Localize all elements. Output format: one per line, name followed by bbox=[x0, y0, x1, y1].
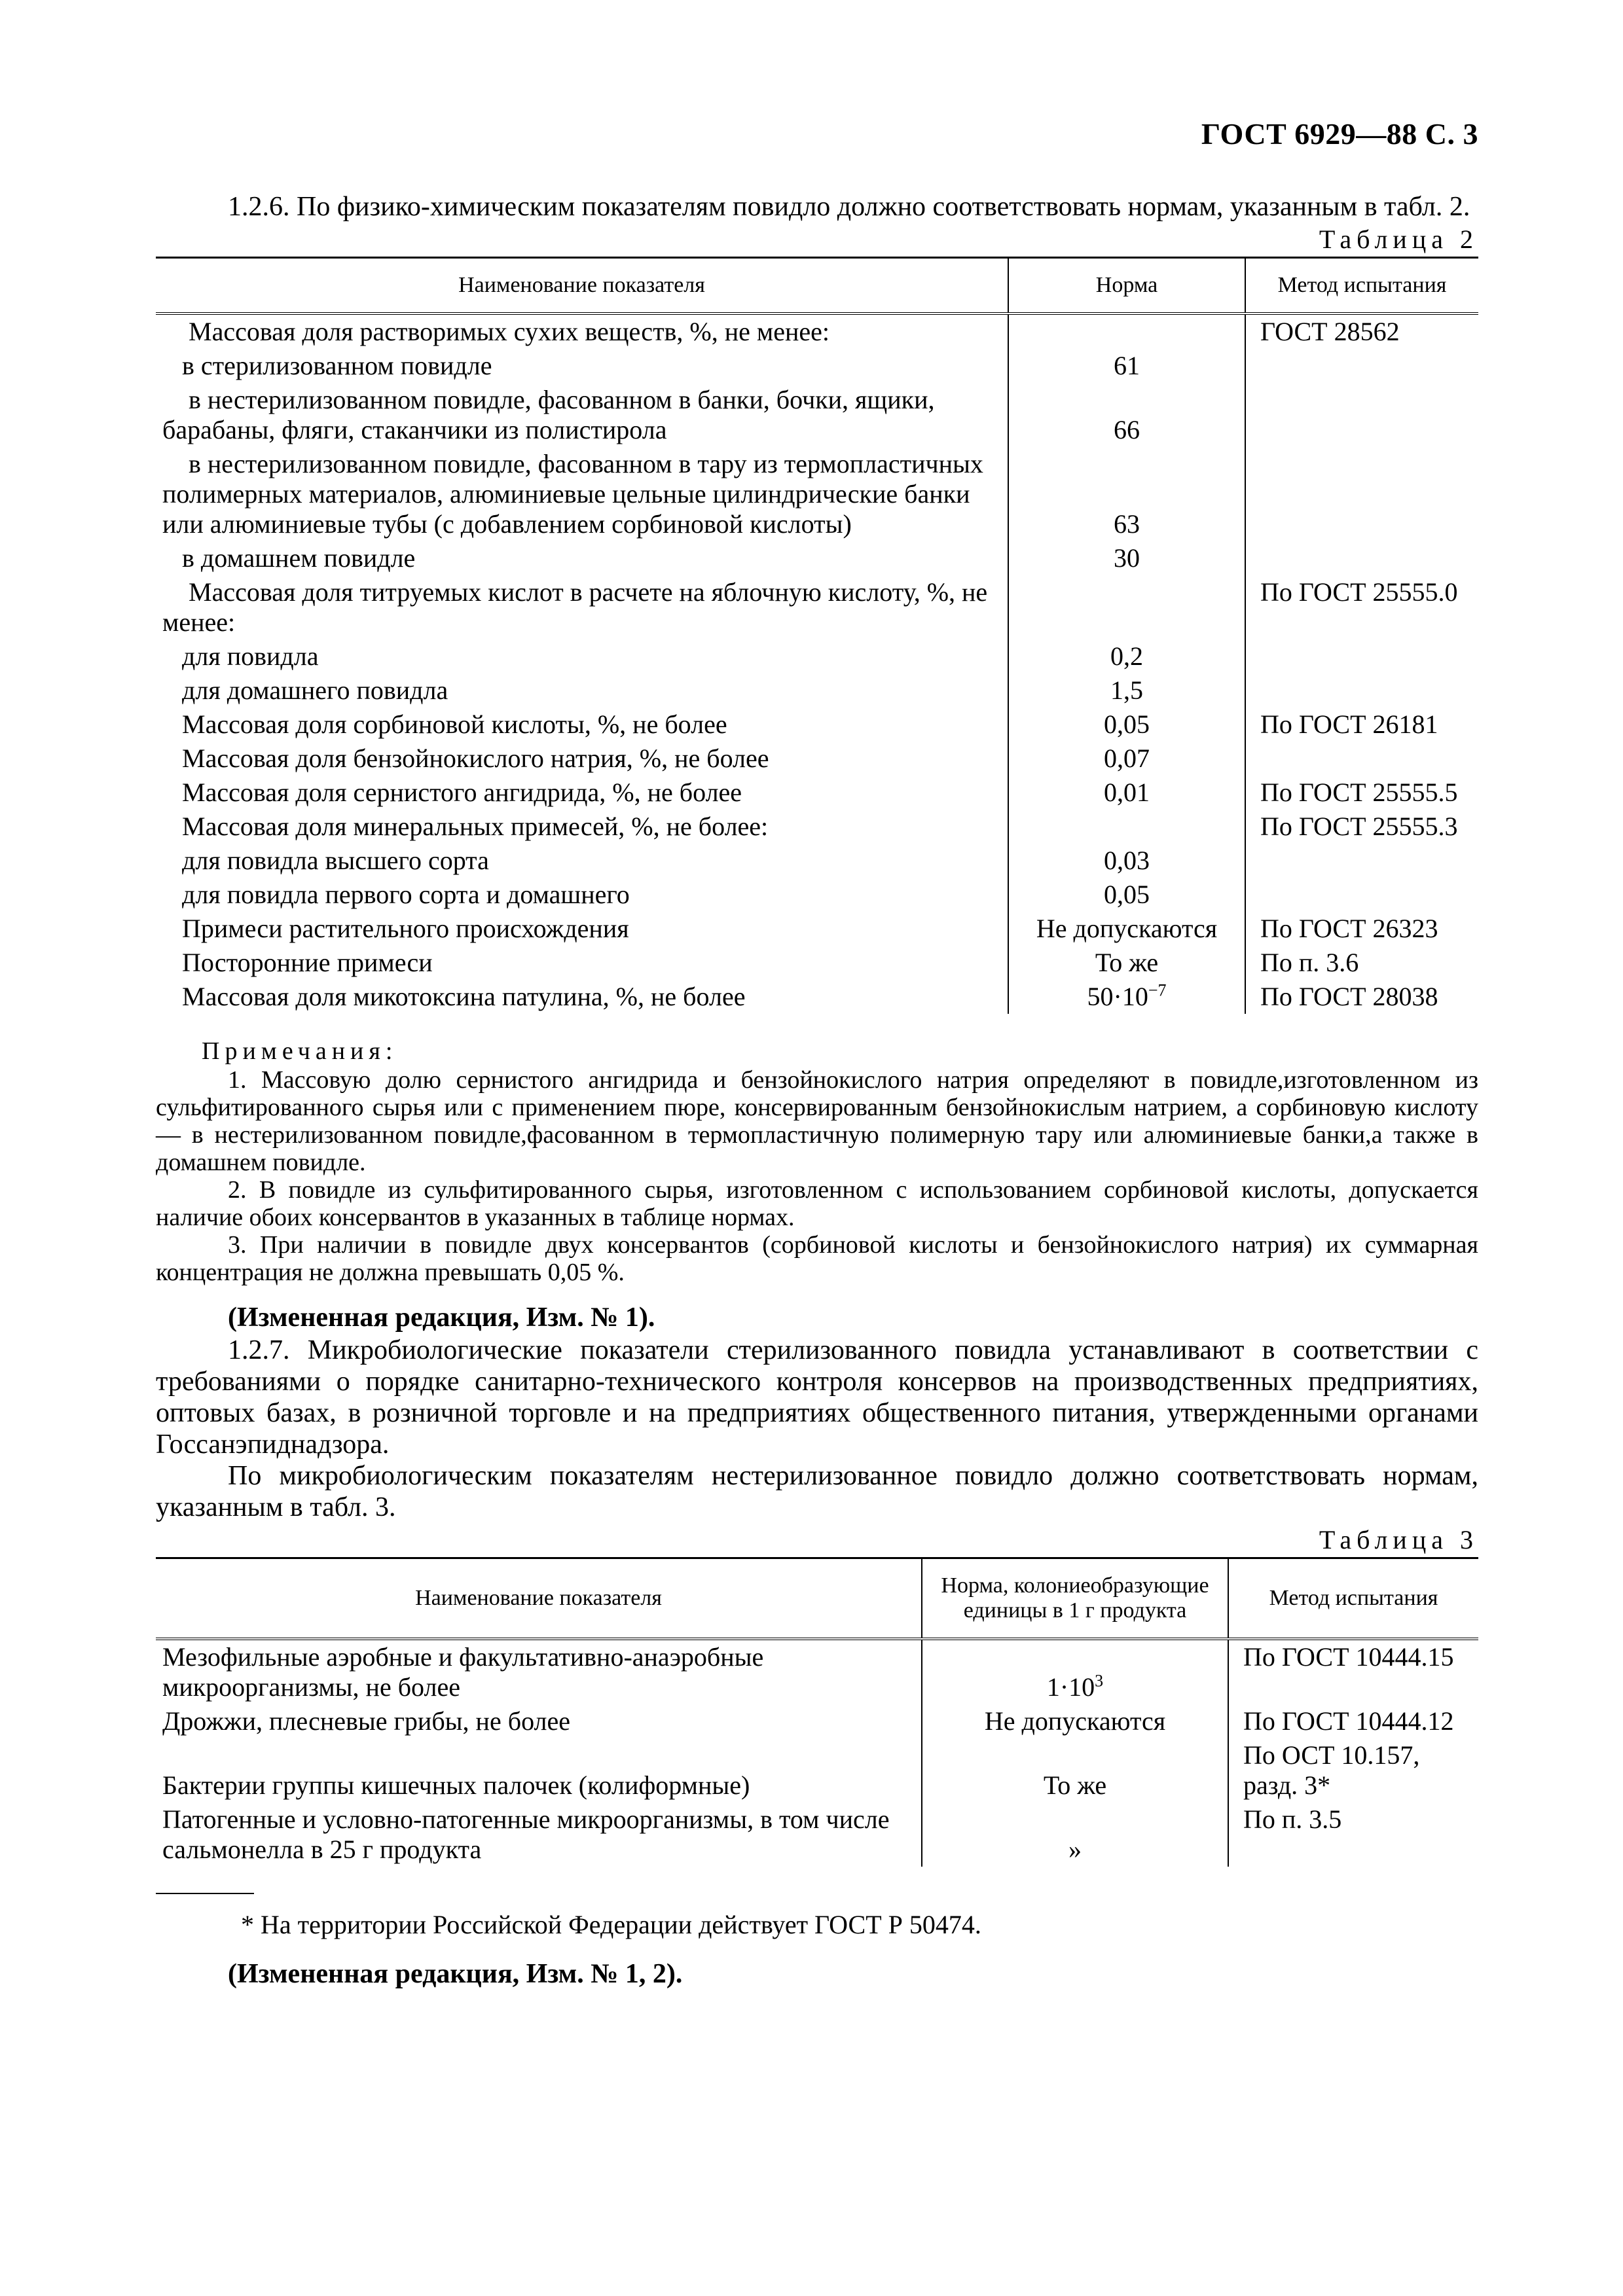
paragraph-1-2-7-b: По микробиологическим показателям нестерилизованное повидло должно соответствовать нормам, указанным в табл. 3. bbox=[156, 1461, 1478, 1522]
indicator-name: Массовая доля бензойнокислого натрия, %, не более bbox=[156, 742, 1008, 776]
table-3 bbox=[156, 1557, 1478, 1867]
indicator-name: для повидла bbox=[156, 639, 1008, 673]
table-row bbox=[156, 575, 1478, 639]
test-method: По ГОСТ 10444.15 bbox=[1243, 1642, 1454, 1672]
norm-exponent: 3 bbox=[1095, 1671, 1104, 1691]
norm-value: 66 bbox=[1008, 383, 1245, 447]
norm-value: То же bbox=[1008, 946, 1245, 980]
table-row bbox=[156, 912, 1478, 946]
table-3-body bbox=[156, 1639, 1478, 1867]
indicator-name: Массовая доля титруемых кислот в расчете на яблочную кислоту, %, не менее: bbox=[156, 575, 1008, 639]
norm-value: $1\cdot 10^3$ bbox=[922, 1639, 1228, 1704]
norm-value: Не допускаются bbox=[922, 1704, 1228, 1738]
norm-value: 63 bbox=[1008, 447, 1245, 541]
table-2-caption: Таблица 2 bbox=[1319, 224, 1478, 254]
test-method: По ОСТ 10.157, разд. 3* bbox=[1243, 1740, 1420, 1800]
note-item: 3. При наличии в повидле двух консервантов (сорбиновой кислоты и бензойнокислого натрия) их суммарная концентрация не должна превышать 0,05 %. bbox=[156, 1231, 1478, 1286]
amendment-note-2: (Измененная редакция, Изм. № 1, 2). bbox=[228, 1959, 683, 1989]
norm-value bbox=[1008, 810, 1245, 844]
norm-value: Не допускаются bbox=[1008, 912, 1245, 946]
column-header-name: Наименование показателя bbox=[156, 258, 1008, 314]
footnote: * На территории Российской Федерации действует ГОСТ Р 50474. bbox=[241, 1910, 981, 1939]
test-method: По ГОСТ 25555.3 bbox=[1260, 812, 1458, 841]
table-row bbox=[156, 946, 1478, 980]
indicator-name: Мезофильные аэробные и факультативно-анаэробные микроорганизмы, не более bbox=[156, 1639, 922, 1704]
table-row bbox=[156, 980, 1478, 1014]
paragraph-1-2-6: 1.2.6. По физико-химическим показателям повидло должно соответствовать нормам, указанным в табл. 2. bbox=[228, 192, 1470, 222]
norm-value: » bbox=[922, 1803, 1228, 1867]
note-item: 1. Массовую долю сернистого ангидрида и бензойнокислого натрия определяют в повидле,изготовленном из сульфитированного сырья или с применением пюре, консервированным бензойнокислым натрием, а сорбиновую кислоту — в нестерилизованном повидле,фасованном в термопластичную полимерную тару или алюминиевые банки,а также в домашнем повидле. bbox=[156, 1066, 1478, 1176]
norm-value: 0,2 bbox=[1008, 639, 1245, 673]
indicator-name: в стерилизованном повидле bbox=[156, 349, 1008, 383]
indicator-name: в нестерилизованном повидле, фасованном в банки, бочки, ящики, барабаны, фляги, стаканчики из полистирола bbox=[156, 383, 1008, 447]
test-method bbox=[1245, 742, 1478, 776]
indicator-name: Массовая доля растворимых сухих веществ, %, не менее: bbox=[156, 314, 1008, 349]
norm-value: 0,05 bbox=[1008, 708, 1245, 742]
column-header-method: Метод испытания bbox=[1228, 1558, 1478, 1640]
norm-value: 1,5 bbox=[1008, 673, 1245, 708]
table-row bbox=[156, 810, 1478, 844]
table-2 bbox=[156, 257, 1478, 1014]
footnote-rule bbox=[156, 1893, 254, 1894]
indicator-name: для повидла высшего сорта bbox=[156, 844, 1008, 878]
column-header-norm: Норма, колониеобразующие единицы в 1 г продукта bbox=[922, 1558, 1228, 1640]
test-method: По п. 3.6 bbox=[1260, 948, 1359, 977]
table-2-body bbox=[156, 314, 1478, 1014]
table-row bbox=[156, 541, 1478, 575]
table-row bbox=[156, 447, 1478, 541]
table-row bbox=[156, 673, 1478, 708]
indicator-name: Бактерии группы кишечных палочек (колиформные) bbox=[156, 1738, 922, 1803]
test-method: По п. 3.5 bbox=[1243, 1804, 1342, 1834]
table-row bbox=[156, 708, 1478, 742]
test-method: По ГОСТ 26181 bbox=[1260, 709, 1438, 739]
table-3-caption: Таблица 3 bbox=[1319, 1525, 1478, 1554]
column-header-method: Метод испытания bbox=[1245, 258, 1478, 314]
indicator-name: Массовая доля сернистого ангидрида, %, не более bbox=[156, 776, 1008, 810]
indicator-name: Массовая доля сорбиновой кислоты, %, не более bbox=[156, 708, 1008, 742]
table-row bbox=[156, 314, 1478, 349]
test-method bbox=[1245, 673, 1478, 708]
table-row bbox=[156, 1639, 1478, 1704]
norm-value: 0,01 bbox=[1008, 776, 1245, 810]
test-method bbox=[1245, 844, 1478, 878]
test-method: По ГОСТ 26323 bbox=[1260, 914, 1438, 943]
table-3-header bbox=[156, 1558, 1478, 1640]
test-method: По ГОСТ 28038 bbox=[1260, 982, 1438, 1011]
paragraph-1-2-7: 1.2.7. Микробиологические показатели стерилизованного повидла устанавливают в соответствии с требованиями о порядке санитарно-технического контроля консервов на производственных предприятиях, оптовых базах, в розничной торговле и на предприятиях общественного питания, утвержденными органами Госсанэпиднадзора. bbox=[156, 1335, 1478, 1460]
norm-value: 0,07 bbox=[1008, 742, 1245, 776]
notes-list bbox=[156, 1066, 1478, 1286]
norm-value: 0,03 bbox=[1008, 844, 1245, 878]
indicator-name: в нестерилизованном повидле, фасованном в тару из термопластичных полимерных материалов, алюминиевые цельные цилиндрические банки или алюминиевые тубы (с добавлением сорбиновой кислоты) bbox=[156, 447, 1008, 541]
table-row bbox=[156, 1738, 1478, 1803]
page-body bbox=[156, 111, 1478, 1991]
test-method bbox=[1245, 447, 1478, 541]
norm-value: 61 bbox=[1008, 349, 1245, 383]
test-method bbox=[1245, 349, 1478, 383]
table-row bbox=[156, 878, 1478, 912]
indicator-name: в домашнем повидле bbox=[156, 541, 1008, 575]
norm-value: 0,05 bbox=[1008, 878, 1245, 912]
table-row bbox=[156, 1704, 1478, 1738]
table-row bbox=[156, 349, 1478, 383]
column-header-norm: Норма bbox=[1008, 258, 1245, 314]
table-row bbox=[156, 639, 1478, 673]
notes-title: Примечания: bbox=[202, 1037, 398, 1065]
table-row bbox=[156, 742, 1478, 776]
test-method bbox=[1245, 383, 1478, 447]
indicator-name: для повидла первого сорта и домашнего bbox=[156, 878, 1008, 912]
column-header-name: Наименование показателя bbox=[156, 1558, 922, 1640]
norm-value: $50\cdot 10^{-7}$ bbox=[1008, 980, 1245, 1014]
indicator-name: Дрожжи, плесневые грибы, не более bbox=[156, 1704, 922, 1738]
indicator-name: для домашнего повидла bbox=[156, 673, 1008, 708]
table-row bbox=[156, 383, 1478, 447]
table-row bbox=[156, 844, 1478, 878]
table-row bbox=[156, 1803, 1478, 1867]
test-method bbox=[1245, 639, 1478, 673]
test-method: ГОСТ 28562 bbox=[1260, 317, 1400, 346]
test-method: По ГОСТ 25555.0 bbox=[1260, 577, 1458, 607]
norm-exponent: −7 bbox=[1148, 980, 1167, 1000]
indicator-name: Примеси растительного происхождения bbox=[156, 912, 1008, 946]
table-2-header bbox=[156, 258, 1478, 314]
page-header: ГОСТ 6929—88 С. 3 bbox=[1201, 117, 1478, 151]
indicator-name: Патогенные и условно-патогенные микроорганизмы, в том числе сальмонелла в 25 г продукта bbox=[156, 1803, 922, 1867]
norm-value: То же bbox=[922, 1738, 1228, 1803]
note-item: 2. В повидле из сульфитированного сырья, изготовленном с использованием сорбиновой кислоты, допускается наличие обоих консервантов в указанных в таблице нормах. bbox=[156, 1176, 1478, 1231]
test-method bbox=[1245, 541, 1478, 575]
test-method: По ГОСТ 25555.5 bbox=[1260, 778, 1458, 807]
indicator-name: Массовая доля минеральных примесей, %, не более: bbox=[156, 810, 1008, 844]
norm-value bbox=[1008, 575, 1245, 639]
test-method bbox=[1245, 878, 1478, 912]
indicator-name: Массовая доля микотоксина патулина, %, не более bbox=[156, 980, 1008, 1014]
test-method: По ГОСТ 10444.12 bbox=[1243, 1706, 1454, 1736]
norm-value: 30 bbox=[1008, 541, 1245, 575]
amendment-note-1: (Измененная редакция, Изм. № 1). bbox=[228, 1302, 655, 1333]
indicator-name: Посторонние примеси bbox=[156, 946, 1008, 980]
norm-value bbox=[1008, 314, 1245, 349]
table-row bbox=[156, 776, 1478, 810]
